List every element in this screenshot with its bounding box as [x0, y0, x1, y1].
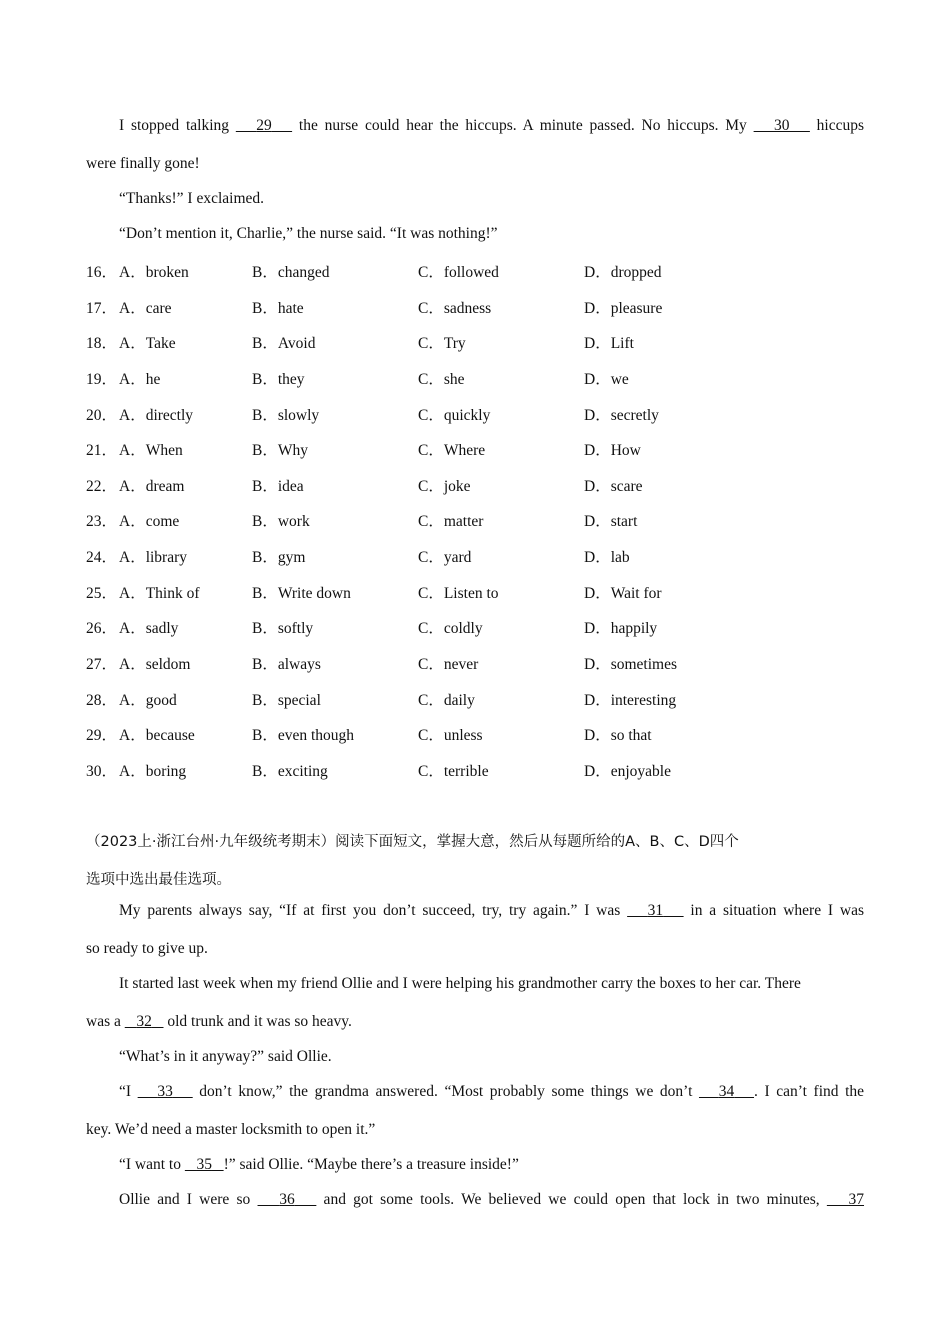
blank-35: 35: [196, 1156, 212, 1173]
option-d: D．Lift: [584, 335, 634, 352]
option-b: B．softly: [252, 620, 314, 637]
passage-line: I stopped talking 29 the nurse could hear the hiccups. A minute passed. No hiccups. My 30 hiccups: [119, 117, 865, 134]
option-b: B．Why: [252, 442, 308, 459]
blank-36: 36: [279, 1191, 295, 1208]
option-d: D．pleasure: [584, 300, 663, 317]
option-a: A．good: [119, 692, 177, 709]
option-b: B．gym: [252, 549, 306, 566]
option-b: B．Write down: [252, 585, 351, 602]
option-c: C．Where: [418, 442, 486, 459]
option-b: B．even though: [252, 727, 355, 744]
passage-line: Ollie and I were so 36 and got some tools. We believed we could open that lock in two minutes, 37: [119, 1191, 865, 1208]
option-a: A．come: [119, 513, 180, 530]
option-c: C．quickly: [418, 407, 491, 424]
option-a: A．because: [119, 727, 195, 744]
section-intro: （2023上·浙江台州·九年级统考期末）阅读下面短文，掌握大意，然后从每题所给的A、B、C、D四个: [86, 834, 739, 850]
passage-line: so ready to give up.: [86, 940, 208, 957]
option-c: C．Listen to: [418, 585, 499, 602]
option-d: D．secretly: [584, 407, 659, 424]
blank-34: 34: [718, 1083, 735, 1100]
option-d: D．sometimes: [584, 656, 677, 673]
option-c: C．yard: [418, 549, 472, 566]
option-a: A．boring: [119, 763, 187, 780]
document-page: I stopped talking 29 the nurse could hear the hiccups. A minute passed. No hiccups. My 30 hiccups were finally gone! “Thanks!” I exclaimed. “Don’t mention it, Charlie,” the nurse said. “It was nothing!” 16． A．broken B．changed C．followed D．dropped 17． A．care B．hate C．sadness D．pleasure 18． A．Take B．Avoid C．Try D．Lift 19． A．he B．they C．she D．we 20． A．directly B．slowly C．quickly D．secretly 21． A．When B．Why C．Where D．How 22． A．dream B．idea C．joke D．scare 23． A．come B．work C．matter D．start 24． A．library B．gym C．yard D．lab 25． A．Think of B．Write down C．Listen to D．Wait for 26． A．sadly B．softly C．coldly D．happily 27． A．seldom B．always C．never D．sometimes 28． A．good B．special C．daily D．interesting 29． A．because B．even though C．unless D．so that 30． A．boring B．exciting C．terrible D．enjoyable （2023上·浙江台州·九年级统考期末）阅读下面短文，掌握大意，然后从每题所给的A、B、C、D四个 选项中选出最佳选项。 My parents always say, “If at first you don’t succeed, try, try again.” I was 31 in a situation where I was so ready to give up. It started last week when my friend Ollie and I were helping his grandmother carry the boxes to her car. There was a 32 old trunk and it was so heavy. “What’s in it anyway?” said Ollie. “I 33 don’t know,” the grandma answered. “Most probably some things we don’t 34 . I can’t find the key. We’d need a master locksmith to open it.” “I want to 35 !” said Ollie. “Maybe there’s a treasure inside!” Ollie and I were so 36 and got some tools. We believed we could open that lock in two minutes, 37: [86, 117, 865, 1208]
option-c: C．she: [418, 371, 465, 388]
option-c: C．unless: [418, 727, 483, 744]
passage-line: It started last week when my friend Ollie and I were helping his grandmother carry the boxes to her car. There: [119, 975, 801, 992]
option-a: A．When: [119, 442, 183, 459]
option-b: B．always: [252, 656, 321, 673]
blank-32: 32: [136, 1013, 152, 1030]
option-a: A．he: [119, 371, 161, 388]
option-a: A．dream: [119, 478, 185, 495]
option-a: A．Think of: [119, 585, 200, 602]
option-d: D．Wait for: [584, 585, 662, 602]
option-c: C．Try: [418, 335, 466, 352]
blank-29: 29: [256, 117, 272, 134]
option-c: C．coldly: [418, 620, 483, 637]
option-c: C．matter: [418, 513, 484, 530]
option-a: A．broken: [119, 264, 189, 281]
option-a: A．care: [119, 300, 172, 317]
blank-33: 33: [157, 1083, 173, 1100]
option-a: A．sadly: [119, 620, 179, 637]
option-b: B．special: [252, 692, 321, 709]
option-d: D．How: [584, 442, 641, 459]
option-d: D．dropped: [584, 264, 662, 281]
option-c: C．joke: [418, 478, 471, 495]
option-c: C．never: [418, 656, 479, 673]
option-d: D．lab: [584, 549, 630, 566]
option-c: C．sadness: [418, 300, 492, 317]
passage-line: “I want to 35 !” said Ollie. “Maybe there’s a treasure inside!”: [119, 1156, 519, 1173]
section-intro: 选项中选出最佳选项。: [86, 872, 231, 888]
blank-30: 30: [774, 117, 790, 134]
option-b: B．changed: [252, 264, 330, 281]
option-a: A．Take: [119, 335, 176, 352]
option-a: A．seldom: [119, 656, 191, 673]
passage-line: key. We’d need a master locksmith to open it.”: [86, 1121, 376, 1138]
blank-37: 37: [848, 1191, 865, 1208]
option-d: D．so that: [584, 727, 652, 744]
option-b: B．exciting: [252, 763, 328, 780]
passage-line: “Thanks!” I exclaimed.: [119, 190, 265, 207]
option-b: B．hate: [252, 300, 304, 317]
option-b: B．idea: [252, 478, 304, 495]
blank-31: 31: [647, 902, 664, 919]
passage-line: “I 33 don’t know,” the grandma answered. “Most probably some things we don’t 34 . I can’t find the: [119, 1083, 865, 1100]
option-d: D．enjoyable: [584, 763, 671, 780]
option-d: D．happily: [584, 620, 658, 637]
option-b: B．work: [252, 513, 310, 530]
option-d: D．interesting: [584, 692, 677, 709]
option-d: D．scare: [584, 478, 643, 495]
option-d: D．we: [584, 371, 629, 388]
option-d: D．start: [584, 513, 638, 530]
passage-line: was a 32 old trunk and it was so heavy.: [86, 1013, 352, 1030]
option-b: B．slowly: [252, 407, 320, 424]
option-b: B．Avoid: [252, 335, 316, 352]
option-b: B．they: [252, 371, 305, 388]
passage-line: “What’s in it anyway?” said Ollie.: [119, 1048, 332, 1065]
option-c: C．daily: [418, 692, 475, 709]
option-c: C．terrible: [418, 763, 489, 780]
option-c: C．followed: [418, 264, 499, 281]
passage-line: My parents always say, “If at first you don’t succeed, try, try again.” I was 31 in a situation where I was: [119, 902, 865, 919]
option-a: A．library: [119, 549, 188, 566]
passage-line: “Don’t mention it, Charlie,” the nurse said. “It was nothing!”: [119, 225, 498, 242]
option-a: A．directly: [119, 407, 194, 424]
passage-line: were finally gone!: [86, 155, 200, 172]
